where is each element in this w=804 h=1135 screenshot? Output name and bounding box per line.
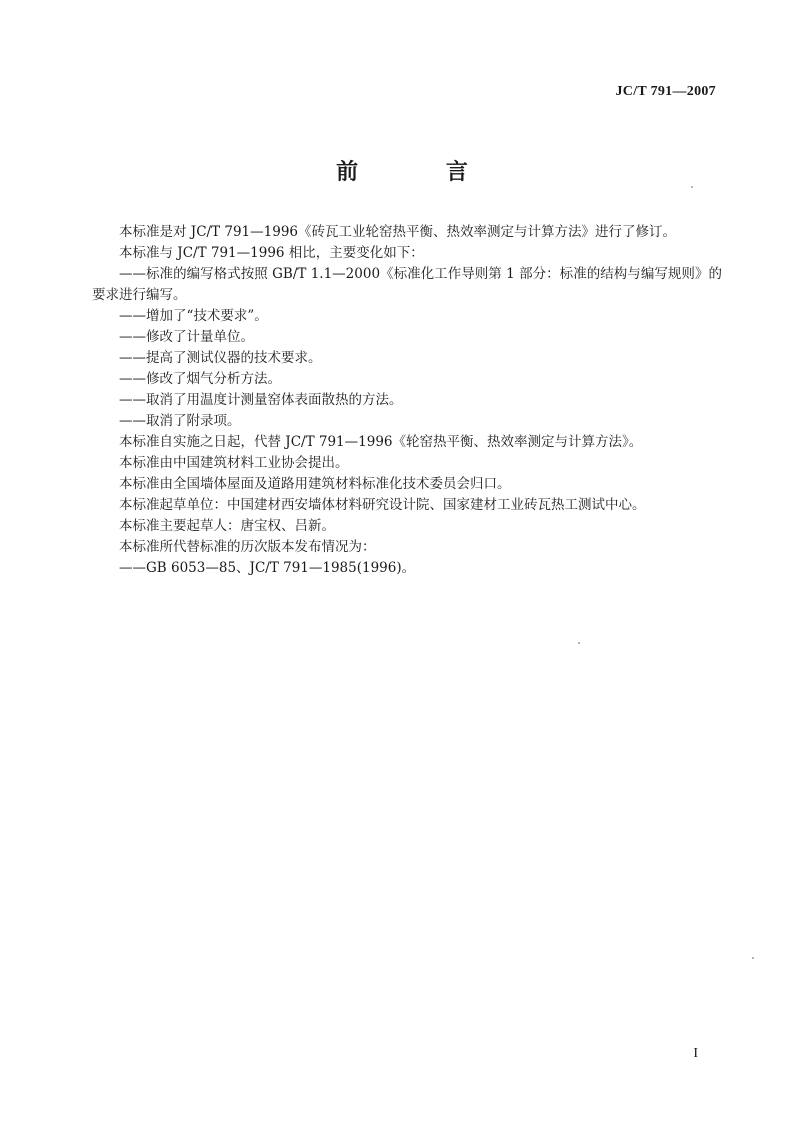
paragraph: 本标准与 JC/T 791—1996 相比，主要变化如下： — [119, 245, 424, 261]
paragraph: 本标准是对 JC/T 791—1996《砖瓦工业轮窑热平衡、热效率测定与计算方法》进行了修订。 — [119, 224, 676, 240]
foreword-body — [92, 222, 722, 579]
paragraph: ——取消了用温度计测量窑体表面散热的方法。 — [119, 392, 403, 408]
paragraph: ——取消了附录项。 — [119, 413, 241, 429]
paragraph: ——标准的编写格式按照 GB/T 1.1—2000《标准化工作导则第 1 部分：标准的结构与编写规则》的要求进行编写。 — [92, 266, 722, 303]
paragraph: ——修改了烟气分析方法。 — [119, 371, 281, 387]
paragraph: 本标准主要起草人：唐宝权、吕新。 — [119, 518, 335, 534]
paragraph: 本标准所代替标准的历次版本发布情况为： — [119, 539, 376, 555]
page-number: I — [693, 1046, 698, 1061]
paragraph: 本标准由中国建筑材料工业协会提出。 — [119, 455, 349, 471]
paragraph: ——修改了计量单位。 — [119, 329, 254, 345]
scan-speck — [691, 186, 693, 188]
paragraph: 本标准由全国墙体屋面及道路用建筑材料标准化技术委员会归口。 — [119, 476, 511, 492]
paragraph: 本标准起草单位：中国建材西安墙体材料研究设计院、国家建材工业砖瓦热工测试中心。 — [119, 497, 646, 513]
scan-speck — [752, 957, 754, 959]
scan-speck — [578, 642, 580, 644]
page-title: 前 言 — [336, 159, 508, 185]
paragraph: 本标准自实施之日起，代替 JC/T 791—1996《轮窑热平衡、热效率测定与计算方法》。 — [119, 434, 643, 450]
paragraph: ——提高了测试仪器的技术要求。 — [119, 350, 322, 366]
paragraph: ——GB 6053—85、JC/T 791—1985(1996)。 — [119, 560, 416, 576]
paragraph: ——增加了“技术要求”。 — [119, 308, 268, 324]
document-code: JC/T 791—2007 — [615, 84, 716, 99]
